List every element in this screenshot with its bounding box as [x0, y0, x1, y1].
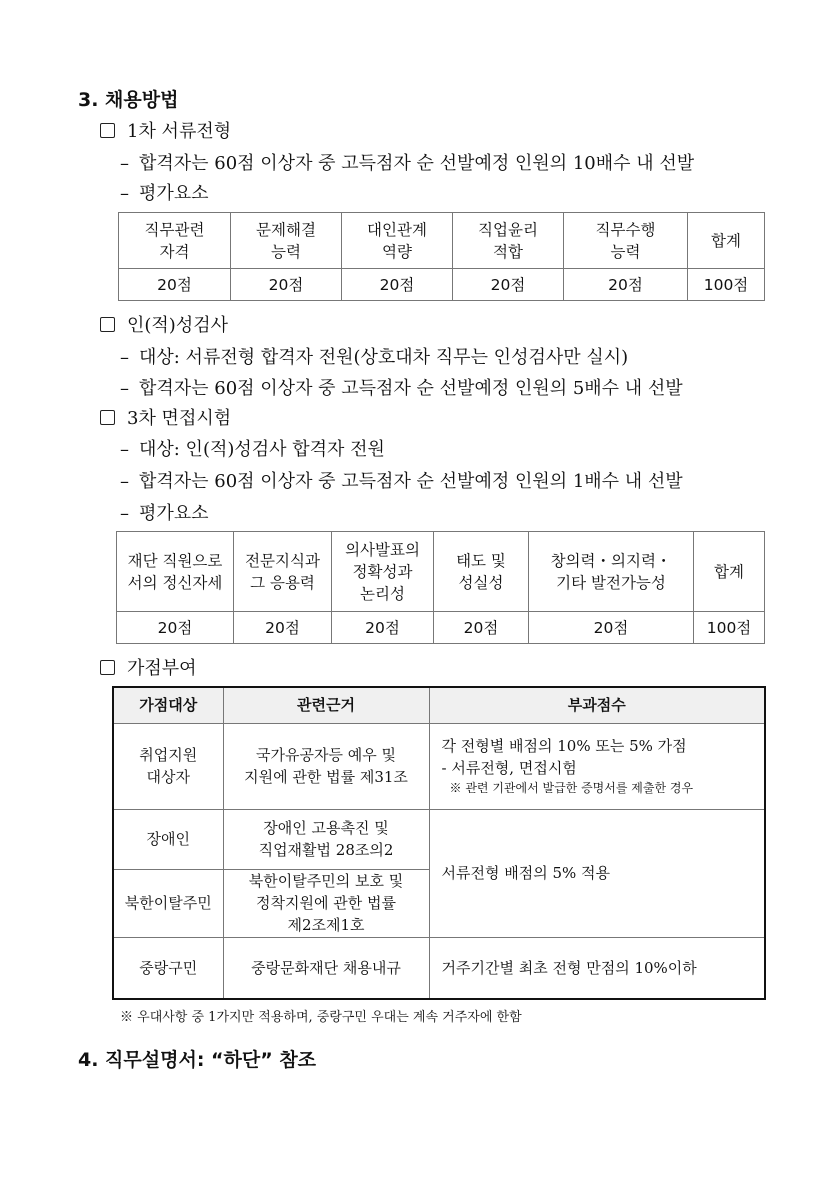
table-score-row: [117, 612, 765, 644]
target-cell: 북한이탈주민: [113, 869, 223, 937]
table-row: [113, 809, 765, 869]
header-cell: 부과점수: [429, 687, 765, 723]
table-row: [113, 937, 765, 999]
header-cell: 직무수행 능력: [564, 213, 688, 269]
score-cell: 100점: [694, 612, 765, 644]
score-cell: 20점: [529, 612, 694, 644]
stage1-eval-table: [118, 212, 765, 301]
header-cell: 직업윤리 적합: [453, 213, 564, 269]
table-row: [113, 723, 765, 809]
score-cell: 20점: [332, 612, 434, 644]
bonus-footnote: ※ 우대사항 중 1가지만 적용하며, 중랑구민 우대는 계속 거주자에 한함: [120, 1010, 522, 1025]
score-cell: 20점: [564, 269, 688, 301]
basis-cell: 국가유공자등 예우 및 지원에 관한 법률 제31조: [223, 723, 429, 809]
header-cell: 합계: [688, 213, 765, 269]
stage3-line3: 평가요소: [139, 503, 209, 524]
stage3-line2-row: [120, 470, 683, 494]
merged-score-cell: 서류전형 배점의 5% 적용: [429, 809, 765, 937]
section3-title: 3. 채용방법: [78, 89, 179, 111]
bonus-table: [112, 686, 766, 1000]
score-cell: 20점: [434, 612, 529, 644]
stage3-line2: 합격자는 60점 이상자 중 고득점자 순 선발예정 인원의 1배수 내 선발: [139, 471, 683, 492]
header-cell: 재단 직원으로 서의 정신자세: [117, 532, 234, 612]
checkbox-square-icon: [100, 660, 115, 675]
header-cell: 직무관련 자격: [119, 213, 231, 269]
checkbox-square-icon: [100, 123, 115, 138]
stage2-line1: 대상: 서류전형 합격자 전원(상호대차 직무는 인성검사만 실시): [139, 347, 629, 368]
dash-bullet: –: [120, 153, 129, 174]
stage1-line1: 합격자는 60점 이상자 중 고득점자 순 선발예정 인원의 10배수 내 선발: [139, 153, 695, 174]
score-cell: 거주기간별 최초 전형 만점의 10%이하: [429, 937, 765, 999]
stage1-title: 1차 서류전형: [127, 121, 232, 142]
dash-bullet: –: [120, 378, 129, 399]
score-cell: 20점: [342, 269, 453, 301]
target-cell: 중랑구민: [113, 937, 223, 999]
score-cell: 20점: [234, 612, 332, 644]
stage3-line1: 대상: 인(적)성검사 합격자 전원: [139, 439, 385, 460]
stage3-title: 3차 면접시험: [127, 408, 232, 429]
stage2-title: 인(적)성검사: [127, 315, 228, 336]
table-header-row: [113, 687, 765, 723]
checkbox-square-icon: [100, 317, 115, 332]
section4-title: 4. 직무설명서: “하단” 참조: [78, 1049, 317, 1071]
stage2-title-row: [100, 314, 228, 338]
dash-bullet: –: [120, 503, 129, 524]
score-cell: 각 전형별 배점의 10% 또는 5% 가점 - 서류전형, 면접시험 ※ 관련 기관에서 발급한 증명서를 제출한 경우: [429, 723, 765, 809]
header-cell: 관련근거: [223, 687, 429, 723]
dash-bullet: –: [120, 439, 129, 460]
header-cell: 의사발표의 정확성과 논리성: [332, 532, 434, 612]
header-cell: 창의력・의지력・ 기타 발전가능성: [529, 532, 694, 612]
header-cell: 합계: [694, 532, 765, 612]
stage3-line3-row: [120, 502, 209, 526]
table-header-row: [119, 213, 765, 269]
bonus-title-row: [100, 657, 197, 681]
checkbox-square-icon: [100, 410, 115, 425]
stage2-line1-row: [120, 346, 628, 370]
basis-cell: 북한이탈주민의 보호 및 정착지원에 관한 법률 제2조제1호: [223, 869, 429, 937]
dash-bullet: –: [120, 471, 129, 492]
score-cell: 20점: [119, 269, 231, 301]
target-cell: 장애인: [113, 809, 223, 869]
dash-bullet: –: [120, 347, 129, 368]
score-note: ※ 관련 기관에서 발급한 증명서를 제출한 경우: [449, 781, 694, 795]
dash-bullet: –: [120, 183, 129, 204]
stage3-line1-row: [120, 438, 385, 462]
score-cell: 100점: [688, 269, 765, 301]
score-cell: 20점: [231, 269, 342, 301]
bonus-title: 가점부여: [127, 658, 197, 679]
score-cell: 20점: [453, 269, 564, 301]
header-cell: 대인관계 역량: [342, 213, 453, 269]
header-cell: 가점대상: [113, 687, 223, 723]
basis-cell: 장애인 고용촉진 및 직업재활법 28조의2: [223, 809, 429, 869]
stage3-title-row: [100, 407, 231, 431]
table-score-row: [119, 269, 765, 301]
stage2-line2-row: [120, 377, 683, 401]
stage3-eval-table: [116, 531, 765, 644]
stage1-title-row: [100, 120, 231, 144]
stage1-line1-row: [120, 152, 694, 176]
score-cell: 20점: [117, 612, 234, 644]
table-header-row: [117, 532, 765, 612]
header-cell: 전문지식과 그 응용력: [234, 532, 332, 612]
stage1-line2: 평가요소: [139, 183, 209, 204]
header-cell: 태도 및 성실성: [434, 532, 529, 612]
stage2-line2: 합격자는 60점 이상자 중 고득점자 순 선발예정 인원의 5배수 내 선발: [139, 378, 683, 399]
target-cell: 취업지원 대상자: [113, 723, 223, 809]
basis-cell: 중랑문화재단 채용내규: [223, 937, 429, 999]
header-cell: 문제해결 능력: [231, 213, 342, 269]
stage1-line2-row: [120, 182, 209, 206]
